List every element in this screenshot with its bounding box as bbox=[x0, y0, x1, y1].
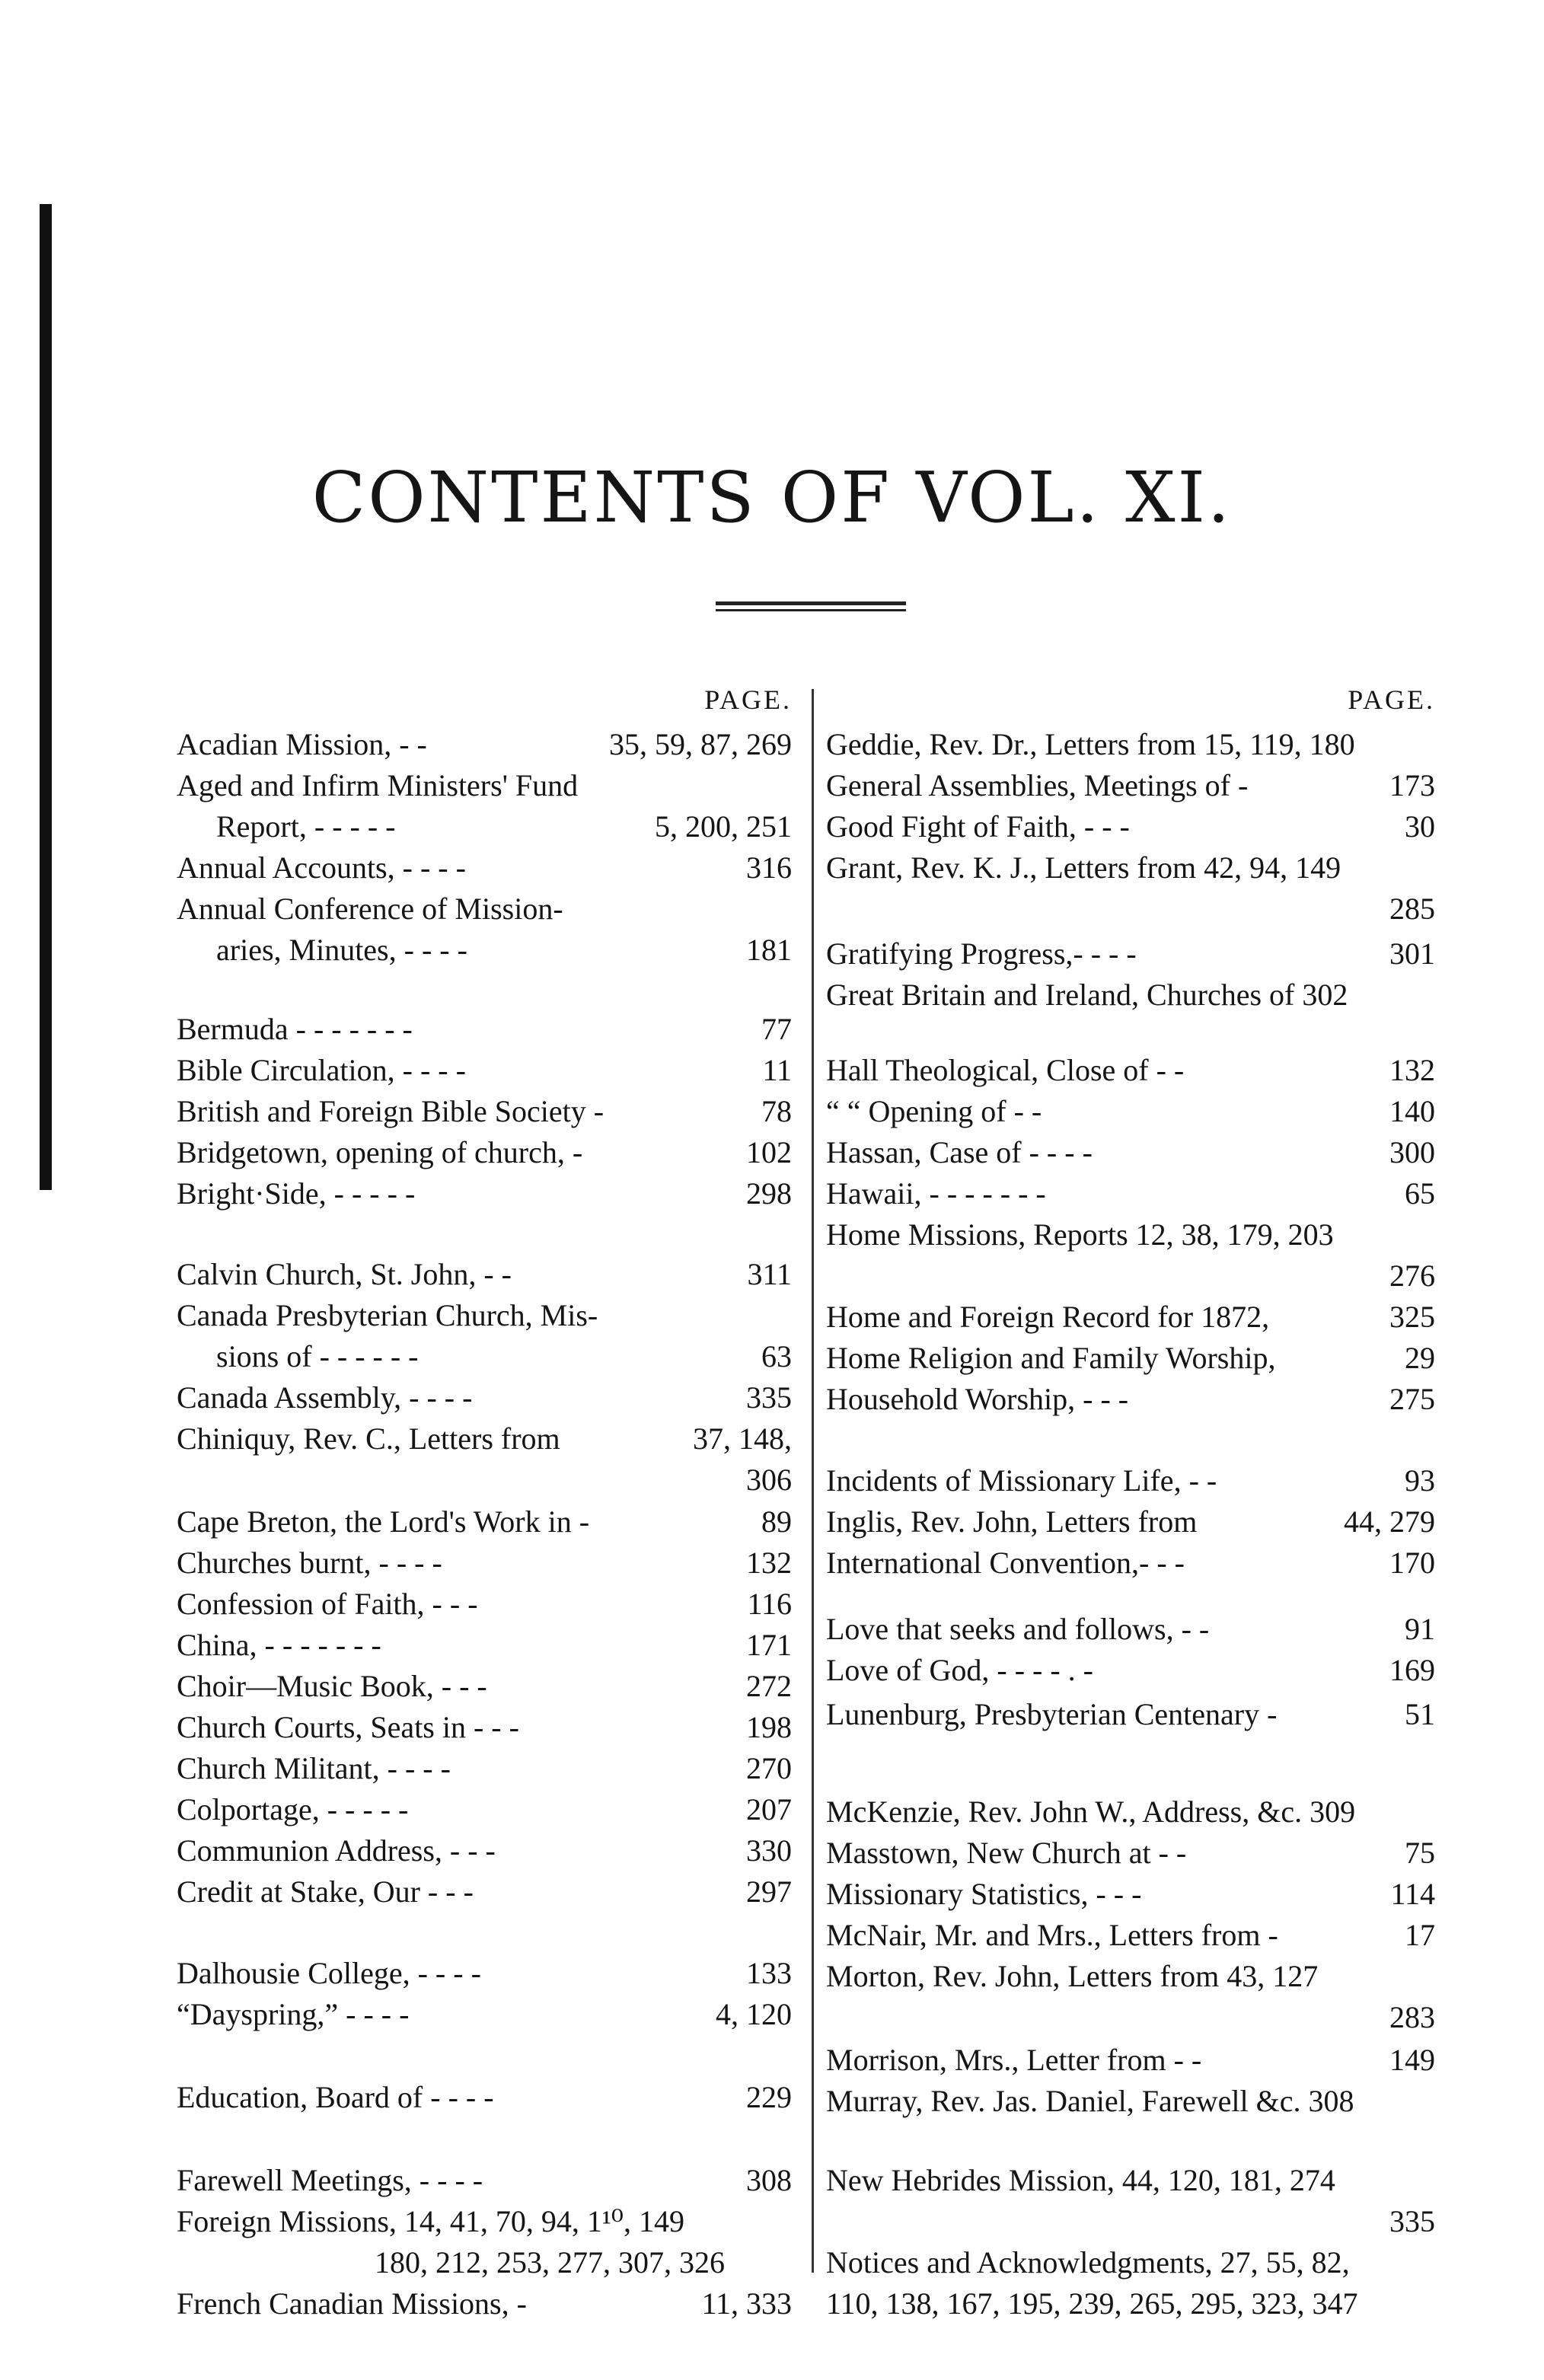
index-entry bbox=[826, 889, 1435, 929]
index-entry bbox=[177, 1995, 792, 2034]
index-entry bbox=[177, 2284, 792, 2324]
index-entry bbox=[826, 2284, 1435, 2324]
index-entry bbox=[177, 2078, 792, 2117]
entry-text: Choir—Music Book, - - - bbox=[177, 1668, 487, 1703]
entry-text: Love that seeks and follows, - - bbox=[826, 1612, 1210, 1647]
index-entry bbox=[177, 1092, 792, 1131]
entry-page: 298 bbox=[746, 1176, 792, 1211]
entry-text: Household Worship, - - - bbox=[826, 1381, 1129, 1416]
index-entry bbox=[177, 725, 792, 764]
entry-text: Home Missions, Reports 12, 38, 179, 203 bbox=[826, 1217, 1334, 1252]
index-entry bbox=[177, 766, 792, 806]
entry-text: International Convention,- - - bbox=[826, 1545, 1185, 1580]
entry-text: Gratifying Progress,- - - - bbox=[826, 936, 1137, 971]
index-entry bbox=[177, 1667, 792, 1706]
entry-page: 285 bbox=[1389, 892, 1435, 926]
entry-text: Canada Presbyterian Church, Mis- bbox=[177, 1297, 598, 1332]
index-entry bbox=[826, 1461, 1435, 1501]
entry-text: Foreign Missions, 14, 41, 70, 94, 1¹⁰, 149 bbox=[177, 2203, 684, 2238]
entry-text: Church Militant, - - - - bbox=[177, 1750, 451, 1785]
entry-page: 306 bbox=[746, 1462, 792, 1497]
entry-text: Murray, Rev. Jas. Daniel, Farewell &c. 308 bbox=[826, 2084, 1354, 2118]
entry-text: Hassan, Case of - - - - bbox=[826, 1134, 1093, 1169]
entry-text: Bright·Side, - - - - - bbox=[177, 1176, 416, 1211]
entry-text: Incidents of Missionary Life, - - bbox=[826, 1463, 1217, 1498]
index-entry bbox=[177, 1337, 792, 1377]
index-entry bbox=[177, 1749, 792, 1788]
index-entry bbox=[826, 1256, 1435, 1296]
entry-page: 17 bbox=[1405, 1917, 1435, 1952]
entry-page: 207 bbox=[746, 1791, 792, 1826]
entry-page: 132 bbox=[746, 1545, 792, 1580]
index-entry bbox=[177, 2202, 792, 2241]
index-entry bbox=[826, 848, 1435, 888]
entry-page: 78 bbox=[761, 1093, 792, 1128]
entry-text: Confession of Faith, - - - bbox=[177, 1586, 478, 1621]
entry-page: 11 bbox=[762, 1052, 792, 1087]
scan-edge-bar bbox=[40, 204, 52, 1190]
entry-page: 311 bbox=[747, 1256, 792, 1291]
entry-text: Annual Conference of Mission- bbox=[177, 892, 563, 926]
index-entry bbox=[177, 1133, 792, 1172]
entry-page: 93 bbox=[1405, 1463, 1435, 1498]
entry-page: 116 bbox=[747, 1586, 792, 1621]
entry-page: 173 bbox=[1389, 768, 1435, 802]
entry-text: Cape Breton, the Lord's Work in - bbox=[177, 1504, 590, 1539]
index-entry bbox=[826, 2040, 1435, 2080]
page-header-left: PAGE. bbox=[704, 684, 792, 715]
index-entry bbox=[826, 1833, 1435, 1873]
index-entry bbox=[826, 1297, 1435, 1337]
index-entry bbox=[826, 1338, 1435, 1378]
entry-text: Hall Theological, Close of - - bbox=[826, 1052, 1185, 1087]
entry-page: 300 bbox=[1389, 1134, 1435, 1169]
entry-text: Inglis, Rev. John, Letters from bbox=[826, 1504, 1198, 1539]
entry-text: British and Foreign Bible Society - bbox=[177, 1093, 605, 1128]
index-entry bbox=[177, 1790, 792, 1830]
index-entry bbox=[177, 1460, 792, 1500]
entry-page: 102 bbox=[746, 1134, 792, 1169]
title-rule-top bbox=[716, 601, 906, 605]
entry-page: 132 bbox=[1389, 1052, 1435, 1087]
index-entry bbox=[826, 1174, 1435, 1214]
entry-page: 30 bbox=[1405, 809, 1435, 844]
index-entry bbox=[826, 2161, 1435, 2200]
entry-text: Morton, Rev. John, Letters from 43, 127 bbox=[826, 1958, 1319, 1993]
entry-text: “ “ Opening of - - bbox=[826, 1093, 1042, 1128]
entry-page: 170 bbox=[1389, 1545, 1435, 1580]
index-entry bbox=[177, 889, 792, 929]
entry-text: Good Fight of Faith, - - - bbox=[826, 809, 1130, 844]
index-entry bbox=[826, 975, 1435, 1015]
index-entry bbox=[177, 1378, 792, 1418]
index-entry bbox=[826, 1215, 1435, 1255]
entry-page: 133 bbox=[746, 1955, 792, 1990]
index-entry bbox=[826, 766, 1435, 806]
index-entry bbox=[177, 1419, 792, 1459]
entry-text: Churches burnt, - - - - bbox=[177, 1545, 442, 1580]
entry-text: Calvin Church, St. John, - - bbox=[177, 1256, 512, 1291]
entry-text: aries, Minutes, - - - - bbox=[216, 933, 467, 967]
entry-text: Acadian Mission, - - bbox=[177, 727, 427, 761]
entry-text: 180, 212, 253, 277, 307, 326 bbox=[375, 2244, 725, 2280]
index-entry bbox=[826, 1133, 1435, 1172]
entry-text: General Assemblies, Meetings of - bbox=[826, 768, 1249, 802]
entry-page: 297 bbox=[746, 1874, 792, 1909]
entry-page: 272 bbox=[746, 1668, 792, 1703]
index-entry bbox=[177, 1296, 792, 1335]
entry-page: 149 bbox=[1389, 2043, 1435, 2077]
index-entry bbox=[177, 1954, 792, 1993]
entry-page: 171 bbox=[746, 1627, 792, 1662]
entry-text: Home and Foreign Record for 1872, bbox=[826, 1299, 1270, 1334]
entry-page: 35, 59, 87, 269 bbox=[609, 727, 792, 761]
index-entry bbox=[177, 1584, 792, 1624]
entry-page: 316 bbox=[746, 850, 792, 885]
index-entry bbox=[826, 2202, 1435, 2241]
index-entry bbox=[826, 807, 1435, 847]
title-rule-bottom bbox=[716, 609, 906, 611]
entry-page: 283 bbox=[1389, 1999, 1435, 2034]
entry-page: 198 bbox=[746, 1709, 792, 1744]
entry-text: Missionary Statistics, - - - bbox=[826, 1876, 1142, 1911]
index-entry bbox=[177, 1708, 792, 1747]
page-title: CONTENTS OF VOL. XI. bbox=[311, 457, 1233, 538]
index-entry bbox=[826, 1092, 1435, 1131]
entry-page: 11, 333 bbox=[701, 2286, 792, 2321]
entry-text: Dalhousie College, - - - - bbox=[177, 1955, 481, 1990]
entry-page: 77 bbox=[761, 1011, 792, 1046]
index-entry bbox=[177, 848, 792, 888]
index-entry bbox=[826, 2082, 1435, 2121]
index-entry bbox=[177, 807, 792, 847]
entry-text: Chiniquy, Rev. C., Letters from bbox=[177, 1421, 560, 1456]
entry-page: 181 bbox=[746, 933, 792, 967]
entry-page: 330 bbox=[746, 1833, 792, 1868]
entry-text: McNair, Mr. and Mrs., Letters from - bbox=[826, 1917, 1278, 1952]
index-entry bbox=[826, 934, 1435, 974]
index-entry bbox=[826, 1543, 1435, 1583]
entry-text: Lunenburg, Presbyterian Centenary - bbox=[826, 1697, 1278, 1732]
index-entry bbox=[177, 1502, 792, 1542]
entry-text: Bermuda - - - - - - - bbox=[177, 1011, 413, 1046]
index-entry bbox=[826, 1695, 1435, 1734]
entry-page: 308 bbox=[746, 2162, 792, 2197]
entry-page: 37, 148, bbox=[693, 1421, 792, 1456]
entry-text: Morrison, Mrs., Letter from - - bbox=[826, 2043, 1202, 2077]
entry-page: 75 bbox=[1405, 1835, 1435, 1870]
entry-text: Credit at Stake, Our - - - bbox=[177, 1874, 474, 1909]
entry-text: Report, - - - - - bbox=[216, 809, 396, 844]
index-entry bbox=[177, 1255, 792, 1294]
index-entry bbox=[177, 1831, 792, 1871]
entry-page: 63 bbox=[761, 1338, 792, 1373]
entry-text: 110, 138, 167, 195, 239, 265, 295, 323, 347 bbox=[826, 2286, 1358, 2321]
entry-page: 276 bbox=[1389, 1258, 1435, 1293]
entry-page: 29 bbox=[1405, 1340, 1435, 1375]
entry-page: 335 bbox=[746, 1380, 792, 1415]
entry-text: Geddie, Rev. Dr., Letters from 15, 119, 180 bbox=[826, 727, 1355, 761]
entry-page: 91 bbox=[1405, 1612, 1435, 1647]
column-divider bbox=[812, 689, 814, 2273]
index-entry bbox=[826, 1874, 1435, 1914]
entry-text: Colportage, - - - - - bbox=[177, 1791, 409, 1826]
index-entry bbox=[826, 1916, 1435, 1955]
entry-page: 51 bbox=[1405, 1697, 1435, 1732]
entry-text: “Dayspring,” - - - - bbox=[177, 1996, 410, 2031]
entry-text: Home Religion and Family Worship, bbox=[826, 1340, 1276, 1375]
index-entry bbox=[826, 1957, 1435, 1996]
index-entry bbox=[826, 1051, 1435, 1090]
index-entry bbox=[826, 2243, 1435, 2283]
index-entry bbox=[177, 2243, 792, 2283]
entry-text: Education, Board of - - - - bbox=[177, 2079, 494, 2114]
entry-page: 44, 279 bbox=[1344, 1504, 1435, 1539]
entry-text: French Canadian Missions, - bbox=[177, 2286, 527, 2321]
index-entry bbox=[177, 1872, 792, 1912]
entry-page: 335 bbox=[1389, 2203, 1435, 2238]
index-entry bbox=[177, 1543, 792, 1583]
entry-page: 169 bbox=[1389, 1653, 1435, 1688]
entry-text: New Hebrides Mission, 44, 120, 181, 274 bbox=[826, 2162, 1335, 2197]
entry-text: Canada Assembly, - - - - bbox=[177, 1380, 473, 1415]
index-entry bbox=[177, 1010, 792, 1049]
page-header-right: PAGE. bbox=[1348, 684, 1435, 715]
entry-text: sions of - - - - - - bbox=[216, 1338, 419, 1373]
entry-text: Annual Accounts, - - - - bbox=[177, 850, 466, 885]
entry-text: Farewell Meetings, - - - - bbox=[177, 2162, 483, 2197]
entry-text: Bible Circulation, - - - - bbox=[177, 1052, 466, 1087]
entry-page: 5, 200, 251 bbox=[655, 809, 792, 844]
index-entry bbox=[826, 1998, 1435, 2037]
entry-page: 4, 120 bbox=[716, 1996, 792, 2031]
entry-text: China, - - - - - - - bbox=[177, 1627, 381, 1662]
index-entry bbox=[177, 1051, 792, 1090]
index-entry bbox=[826, 1610, 1435, 1649]
entry-text: Great Britain and Ireland, Churches of 302 bbox=[826, 978, 1348, 1013]
index-entry bbox=[177, 1625, 792, 1665]
index-entry bbox=[826, 1502, 1435, 1542]
entry-text: Bridgetown, opening of church, - bbox=[177, 1134, 583, 1169]
entry-text: Church Courts, Seats in - - - bbox=[177, 1709, 519, 1744]
entry-text: Masstown, New Church at - - bbox=[826, 1835, 1187, 1870]
entry-page: 89 bbox=[761, 1504, 792, 1539]
entry-page: 140 bbox=[1389, 1093, 1435, 1128]
entry-text: Love of God, - - - - . - bbox=[826, 1653, 1093, 1688]
index-entry bbox=[826, 1380, 1435, 1419]
index-entry bbox=[177, 1174, 792, 1214]
entry-page: 229 bbox=[746, 2079, 792, 2114]
entry-text: Grant, Rev. K. J., Letters from 42, 94, 149 bbox=[826, 850, 1341, 885]
entry-text: Aged and Infirm Ministers' Fund bbox=[177, 768, 579, 802]
entry-page: 65 bbox=[1405, 1176, 1435, 1211]
entry-text: Communion Address, - - - bbox=[177, 1833, 496, 1868]
entry-page: 301 bbox=[1389, 936, 1435, 971]
index-entry bbox=[177, 930, 792, 970]
index-entry bbox=[826, 1651, 1435, 1690]
index-entry bbox=[177, 2161, 792, 2200]
index-entry bbox=[826, 725, 1435, 764]
entry-page: 325 bbox=[1389, 1299, 1435, 1334]
entry-text: Hawaii, - - - - - - - bbox=[826, 1176, 1046, 1211]
index-entry bbox=[826, 1792, 1435, 1832]
entry-text: McKenzie, Rev. John W., Address, &c. 309 bbox=[826, 1794, 1356, 1829]
entry-page: 275 bbox=[1389, 1381, 1435, 1416]
entry-text: Notices and Acknowledgments, 27, 55, 82, bbox=[826, 2244, 1350, 2280]
entry-page: 114 bbox=[1390, 1876, 1435, 1911]
entry-page: 270 bbox=[746, 1750, 792, 1785]
